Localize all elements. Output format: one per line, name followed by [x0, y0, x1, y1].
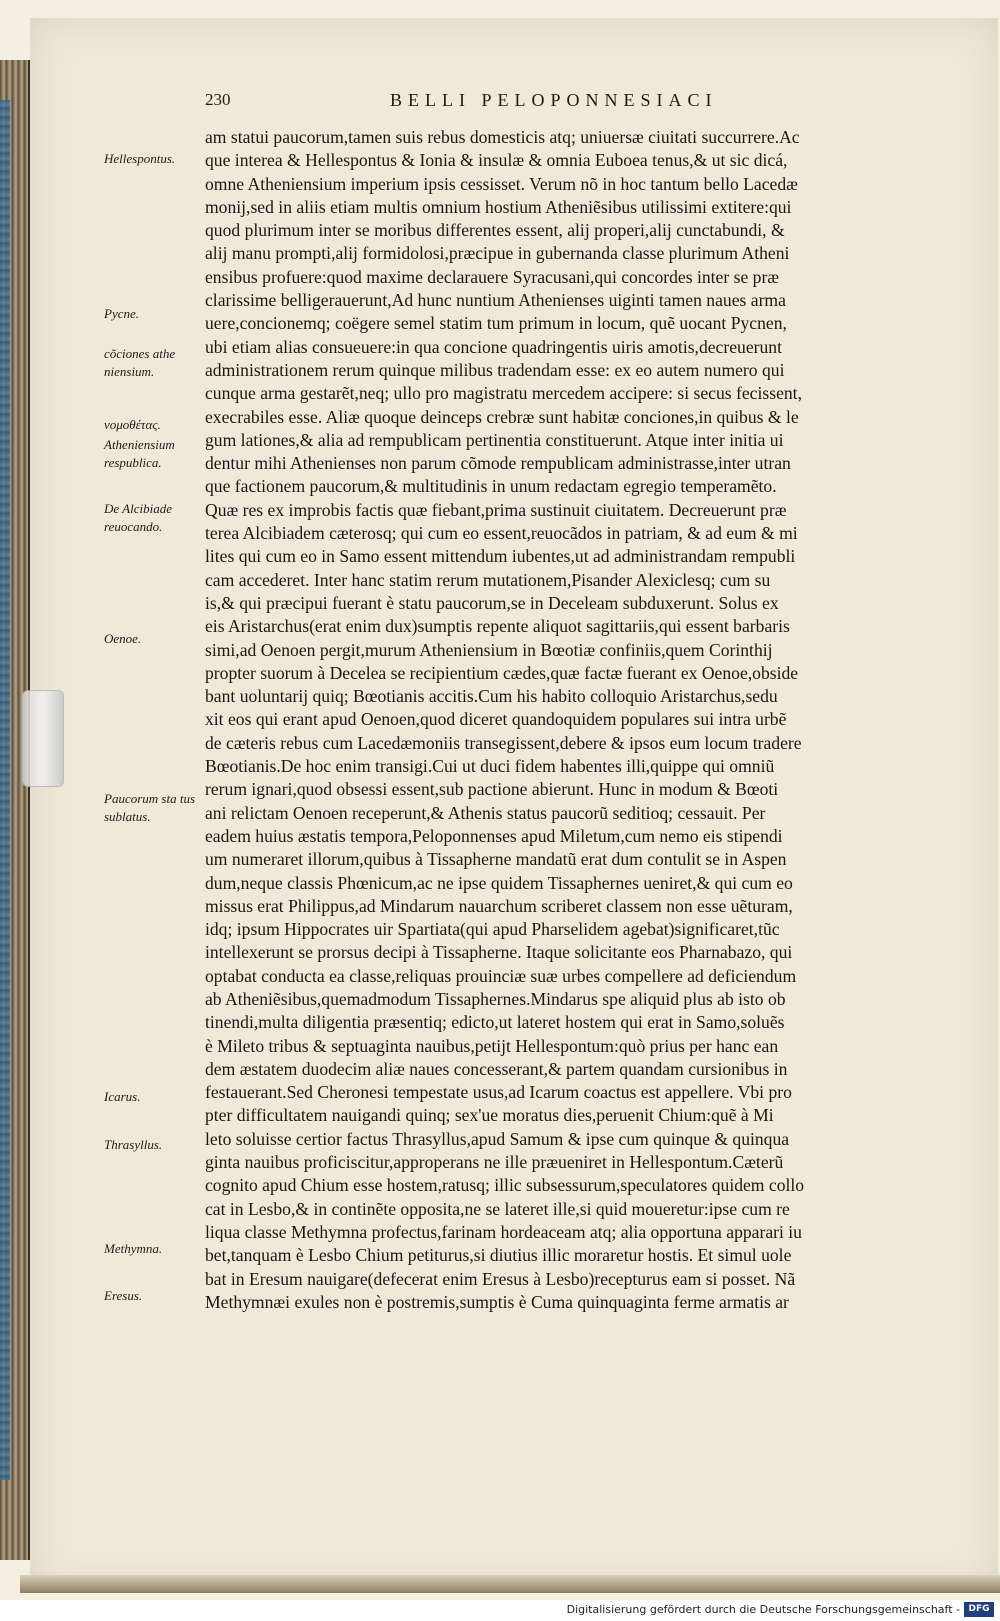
text-line: que factionem paucorum,& multitudinis in unum redactam egregio temperamẽto.: [205, 476, 777, 497]
margin-note-hellespontus: Hellespontus.: [104, 151, 176, 166]
margin-note-conciones: cõciones athe niensium.: [104, 346, 176, 379]
text-line: que interea & Hellespontus & Ionia & insulæ & omnia Euboea tenus,& ut sic dicá,: [205, 150, 788, 171]
running-header: [195, 90, 975, 116]
text-line: ubi etiam alias consueuere:in qua concione quadringentis uiris amotis,decreuerunt: [205, 336, 782, 357]
text-line: optabat conducta ea classe,reliquas prouinciæ suæ urbes compellere ad deficiendum: [205, 965, 797, 986]
margin-note-icarus: Icarus.: [104, 1089, 141, 1104]
text-line: lites qui cum eo in Samo essent mittendum iubentes,ut ad administrandam rempubli: [205, 546, 796, 567]
margin-note-alcibiade: De Alcibiade reuocando.: [104, 501, 172, 534]
text-line: rerum ignari,quod obsessi essent,sub pactione abierunt. Hunc in modum & Bœoti: [205, 779, 779, 800]
text-line: cat in Lesbo,& in continẽte opposita,ne se lateret ille,si quid moueretur:ipse cum re: [205, 1198, 790, 1219]
text-line: ensibus profuere:quod maxime declarauere Syracusani,qui concordes inter se præ: [205, 266, 780, 287]
text-line: liqua classe Methymna profectus,farinam hordeaceam atq; alia opportuna apparari iu: [205, 1221, 802, 1242]
text-line: dentur mihi Athenienses non parum cõmode rempublicam administrasse,inter utran: [205, 453, 791, 474]
text-line: clarissime belligerauerunt,Ad hunc nuntium Athenienses uiginti tamen naues arma: [205, 290, 786, 311]
text-line: am statui paucorum,tamen suis rebus domesticis atq; uniuersæ ciuitati succurrere.Ac: [205, 127, 800, 147]
text-line: Methymnæi exules non è postremis,sumptis è Cuma quinquaginta ferme armatis ar: [205, 1291, 789, 1312]
text-line: pter difficultatem nauigandi quinq; sex'ue moratus dies,peruenit Chium:quẽ à Mi: [205, 1105, 774, 1126]
margin-note-respublica: Atheniensium respublica.: [104, 437, 175, 470]
text-line: bat in Eresum nauigare(defecerat enim Eresus à Lesbo)recepturus eam si posset. Nã: [205, 1268, 796, 1289]
footer-bar: [0, 1600, 1000, 1621]
text-line: idq; ipsum Hippocrates uir Spartiata(qui apud Pharselidem agebat)significaret,tũc: [205, 919, 780, 940]
text-line: dem æstatem duodecim aliæ naues concesserant,& partem quandam cursionibus in: [205, 1058, 788, 1079]
text-line: cunque arma gestarẽt,neq; ullo pro magistratu mercedem accipere: si secus fecissent,: [205, 383, 802, 404]
margin-note-oenoe: Oenoe.: [104, 631, 142, 646]
text-line: simi,ad Oenoen pergit,murum Atheniensium in Bœotiæ confiniis,quem Corinthij: [205, 639, 773, 660]
dfg-logo: DFG: [964, 1602, 994, 1617]
text-line: tinendi,multa diligentia præsentiq; edicto,ut lateret hostem qui erat in Samo,soluẽs: [205, 1012, 785, 1033]
text-line: ani relictam Oenoen receperunt,& Athenis status paucorũ seditioq; cessauit. Per: [205, 802, 766, 823]
text-line: ab Atheniẽsibus,quemadmodum Tissaphernes.Mindarus spe aliquid plus ab isto ob: [205, 988, 786, 1009]
text-line: terea Alcibiadem cæterosq; qui cum eo essent,reuocãdos in patriam, & ad eum & mi: [205, 523, 798, 544]
text-line: um numeraret illorum,quibus à Tissapherne mandatũ erat dum contulit se in Aspen: [205, 849, 787, 870]
text-line: ginta nauibus proficiscitur,approperans ne ille præueniret in Hellespontum.Cæterũ: [205, 1152, 784, 1173]
page-number: 230: [205, 90, 231, 109]
text-line: bet,tanquam è Lesbo Chium petiturus,si diutius illic moraretur hostis. Et simul uole: [205, 1245, 792, 1266]
text-line: è Mileto tribus & septuaginta nauibus,petijt Hellespontum:quò prius per hanc ean: [205, 1035, 779, 1056]
text-line: administrationem rerum quinque milibus tradendam esse: ex eo autem numero qui: [205, 359, 785, 380]
text-line: is,& qui præcipui fuerant è statu paucorum,se in Deceleam subduxerunt. Solus ex: [205, 592, 779, 613]
text-line: missus erat Philippus,ad Mindarum nauarchum scriberet classem non esse uẽturam,: [205, 895, 793, 916]
book-edge-marbling: [0, 100, 10, 1480]
margin-note-eresus: Eresus.: [104, 1288, 143, 1303]
text-line: alij manu prompti,alij formidolosi,præcipue in gubernanda classe plurimum Atheni: [205, 243, 790, 264]
page-bottom-edge: [20, 1575, 1000, 1593]
text-line: execrabiles esse. Aliæ quoque deinceps crebræ sunt habitæ conciones,in quibus & le: [205, 406, 799, 427]
text-line: de cæteris rebus cum Lacedæmoniis transegissent,debere & ipsos eum locum tradere: [205, 732, 802, 753]
text-line: eadem huius æstatis tempora,Peloponnenses apud Miletum,cum nemo eis stipendi: [205, 825, 783, 846]
text-line: xit eos qui erant apud Oenoen,quod diceret quandoquidem populares sui intra urbẽ: [205, 709, 787, 730]
text-line: monij,sed in aliis etiam multis omnium hostium Atheniẽsibus utilissimi extitere:qui: [205, 196, 792, 217]
margin-note-paucorum: Paucorum sta tus sublatus.: [104, 791, 195, 824]
text-line: leto soluisse certior factus Thrasyllus,apud Samum & ipse cum quinque & quinqua: [205, 1128, 790, 1149]
margin-note-nomothetas: νομοθέτας.: [104, 417, 161, 432]
margin-note-thrasyllus: Thrasyllus.: [104, 1137, 163, 1152]
text-line: intellexerunt se prorsus decipi à Tissapherne. Itaque solicitante eos Pharnabazo, qui: [205, 942, 793, 963]
text-line: quod plurimum inter se moribus differentes essent, alij properi,alij cunctabundi, &: [205, 220, 785, 241]
text-line: dum,neque classis Phœnicum,ac ne ipse quidem Tissaphernes ueniret,& qui cum eo: [205, 872, 793, 893]
text-line: cognito apud Chium esse hostem,ratusq; illic subsessurum,speculatores quidem collo: [205, 1175, 805, 1196]
text-line: festauerant.Sed Cheronesi tempestate usus,ad Icarum coactus est appellere. Vbi pro: [205, 1082, 792, 1103]
text-line: uere,concionemq; coëgere semel statim tum primum in locum, quẽ uocant Pycnen,: [205, 313, 787, 334]
text-line: Quæ res ex improbis factis quæ fiebant,prima sustinuit ciuitatem. Decreuerunt præ: [205, 499, 787, 520]
margin-note-methymna: Methymna.: [104, 1241, 163, 1256]
margin-note-pycne: Pycne.: [104, 306, 140, 321]
body-text: [205, 126, 960, 1314]
text-line: eis Aristarchus(erat enim dux)sumptis repente aliquot sagittariis,qui essent barbaris: [205, 616, 790, 637]
text-line: Bœotianis.De hoc enim transigi.Cui ut duci fidem habentes illi,quippe qui omniũ: [205, 756, 775, 777]
running-title: BELLI PELOPONNESIACI: [390, 90, 718, 110]
text-line: bant uoluntarij quiq; Bœotianis accitis.Cum his habito colloquio Aristarchus,sedu: [205, 686, 778, 707]
text-line: propter suorum à Decelea se recipientium cædes,quæ factæ fuerant ex Oenoe,obside: [205, 662, 799, 683]
text-line: cam accederet. Inter hanc statim rerum mutationem,Pisander Alexiclesq; cum su: [205, 569, 771, 590]
page-clip: [22, 690, 64, 787]
digitization-credit: Digitalisierung gefördert durch die Deutsche Forschungsgemeinschaft -: [566, 1603, 960, 1616]
text-line: gum lationes,& alia ad rempublicam pertinentia constituerunt. Atque inter initia ui: [205, 429, 784, 450]
text-line: omne Atheniensium imperium ipsis cessisset. Verum nõ in hoc tantum bello Lacedæ: [205, 173, 798, 194]
